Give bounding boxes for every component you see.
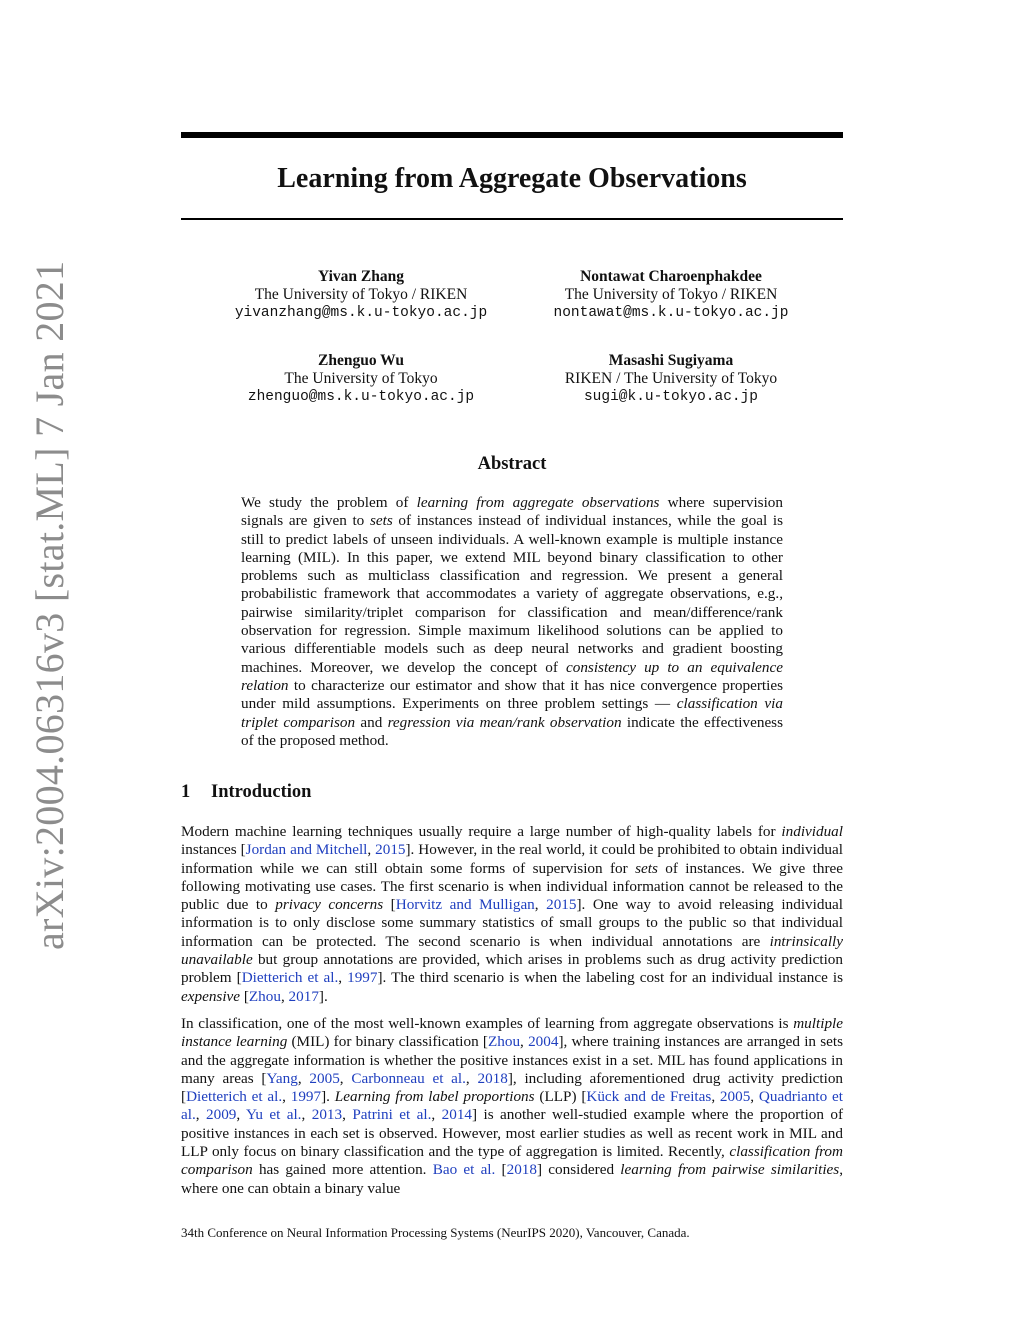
author-affiliation: The University of Tokyo [284,370,438,387]
section-number: 1 [181,782,191,802]
conference-footnote: 34th Conference on Neural Information Processing Systems (NeurIPS 2020), Vancouver, Canada. [181,1225,690,1240]
citation-year-link[interactable]: 2005 [309,1069,340,1087]
arxiv-id[interactable]: arXiv:2004.06316v3 [stat.ML] 7 Jan 2021 [27,260,72,950]
citation-link[interactable]: Dietterich et al. [241,969,339,987]
citation-year-link[interactable]: 2013 [311,1106,343,1124]
abstract-heading: Abstract [477,454,547,474]
author-email: zhenguo@ms.k.u-tokyo.ac.jp [247,389,475,405]
section-heading [181,782,843,803]
author-block [511,352,831,406]
author-affiliation: RIKEN / The University of Tokyo [564,370,778,387]
paper-title: Learning from Aggregate Observations [277,163,747,194]
citation-year-link[interactable]: 1997 [290,1088,322,1106]
citation-link[interactable]: Zhou [248,987,281,1005]
author-name: Nontawat Charoenphakdee [580,268,762,285]
author-block [511,268,831,322]
author-block [201,268,521,322]
citation-year-link[interactable]: 2014 [441,1106,472,1124]
author-name: Zhenguo Wu [317,352,404,369]
citation-link[interactable]: Zhou [487,1033,521,1051]
citation-link[interactable]: Quadrianto et al. [181,1088,843,1124]
author-email: yivanzhang@ms.k.u-tokyo.ac.jp [234,305,488,321]
citation-year-link[interactable]: 2009 [206,1106,237,1124]
citation-link[interactable]: Carbonneau et al. [351,1069,466,1087]
citation-year-link[interactable]: 2018 [506,1161,537,1179]
section-title: Introduction [211,782,312,802]
author-affiliation: The University of Tokyo / RIKEN [254,286,468,303]
citation-year-link[interactable]: 2015 [546,896,577,914]
citation-link[interactable]: Yang [266,1069,298,1087]
author-name: Yivan Zhang [318,268,404,285]
citation-year-link[interactable]: 2015 [375,841,406,859]
citation-link[interactable]: Horvitz and Mulligan [395,896,535,914]
author-email: sugi@k.u-tokyo.ac.jp [583,389,759,405]
citation-link[interactable]: Bao et al. [432,1161,496,1179]
citation-link[interactable]: Kück and de Freitas [586,1088,712,1106]
author-block [201,352,521,406]
intro-paragraph-1: Modern machine learning techniques usually require a large number of high-quality labels for individual instances [Jordan and Mitchell, 2015]. However, in the real world, it could be prohibited to obtain individual information while we can still obtain some forms of supervision for sets of instances. We give three following motivating use cases. The first scenario is when individual information cannot be released to the public due to privacy concerns [Horvitz and Mulligan, 2015]. One way to avoid releasing individual information is to only disclose some summary statistics of small groups to the public so that individual information can be protected. The second scenario is when individual annotations are intrinsically unavailable but group annotations are provided, which arises in problems such as drug activity prediction problem [Dietterich et al., 1997]. The third scenario is when the labeling cost for an individual instance is expensive [Zhou, 2017]. [181,823,844,1005]
author-email: nontawat@ms.k.u-tokyo.ac.jp [553,305,789,321]
citation-year-link[interactable]: 2004 [528,1033,559,1051]
citation-year-link[interactable]: 2018 [477,1069,508,1087]
citation-link[interactable]: Yu et al. [246,1106,302,1124]
citation-link[interactable]: Patrini et al. [352,1106,432,1124]
citation-link[interactable]: Dietterich et al. [186,1088,283,1106]
arxiv-stamp [18,260,72,950]
title-rule-bottom [181,218,843,220]
author-name: Masashi Sugiyama [608,352,734,369]
title-rule-top [181,132,843,138]
author-affiliation: The University of Tokyo / RIKEN [564,286,778,303]
citation-year-link[interactable]: 1997 [347,969,378,987]
citation-year-link[interactable]: 2005 [719,1088,751,1106]
citation-year-link[interactable]: 2017 [288,987,319,1005]
citation-link[interactable]: Jordan and Mitchell [245,841,368,859]
abstract-text: We study the problem of learning from aggregate observations where supervision signals are given to sets of instances instead of individual instances, while the goal is still to predict labels of unseen individuals. A well-known example is multiple instance learning (MIL). In this paper, we extend MIL beyond binary classification to other problems such as multiclass classification and regression. We present a general probabilistic framework that accommodates a variety of aggregate observations, e.g., pairwise similarity/triplet comparison for classification and mean/difference/rank observation for regression. Simple maximum likelihood solutions can be applied to various differentiable models such as deep neural networks and gradient boosting machines. Moreover, we develop the concept of consistency up to an equivalence relation to characterize our estimator and show that it has nice convergence properties under mild assumptions. Experiments on three problem settings — classification via triplet comparison and regression via mean/rank observation indicate the effectiveness of the proposed method. [241,494,784,749]
intro-paragraph-2: In classification, one of the most well-known examples of learning from aggregate observations is multiple instance learning (MIL) for binary classification [Zhou, 2004], where training instances are arranged in sets and the aggregate information is whether the positive instances exist in a set. MIL has found applications in many areas [Yang, 2005, Carbonneau et al., 2018], including aforementioned drug activity prediction [Dietterich et al., 1997]. Learning from label proportions (LLP) [Kück and de Freitas, 2005, Quadrianto et al., 2009, Yu et al., 2013, Patrini et al., 2014] is another well-studied example where the proportion of positive instances in each set is observed. However, most earlier studies as well as recent work in MIL and LLP only focus on binary classification and the type of aggregation is limited. Recently, classification from comparison has gained more attention. Bao et al. [2018] considered learning from pairwise similarities, where one can obtain a binary value [181,1015,844,1197]
